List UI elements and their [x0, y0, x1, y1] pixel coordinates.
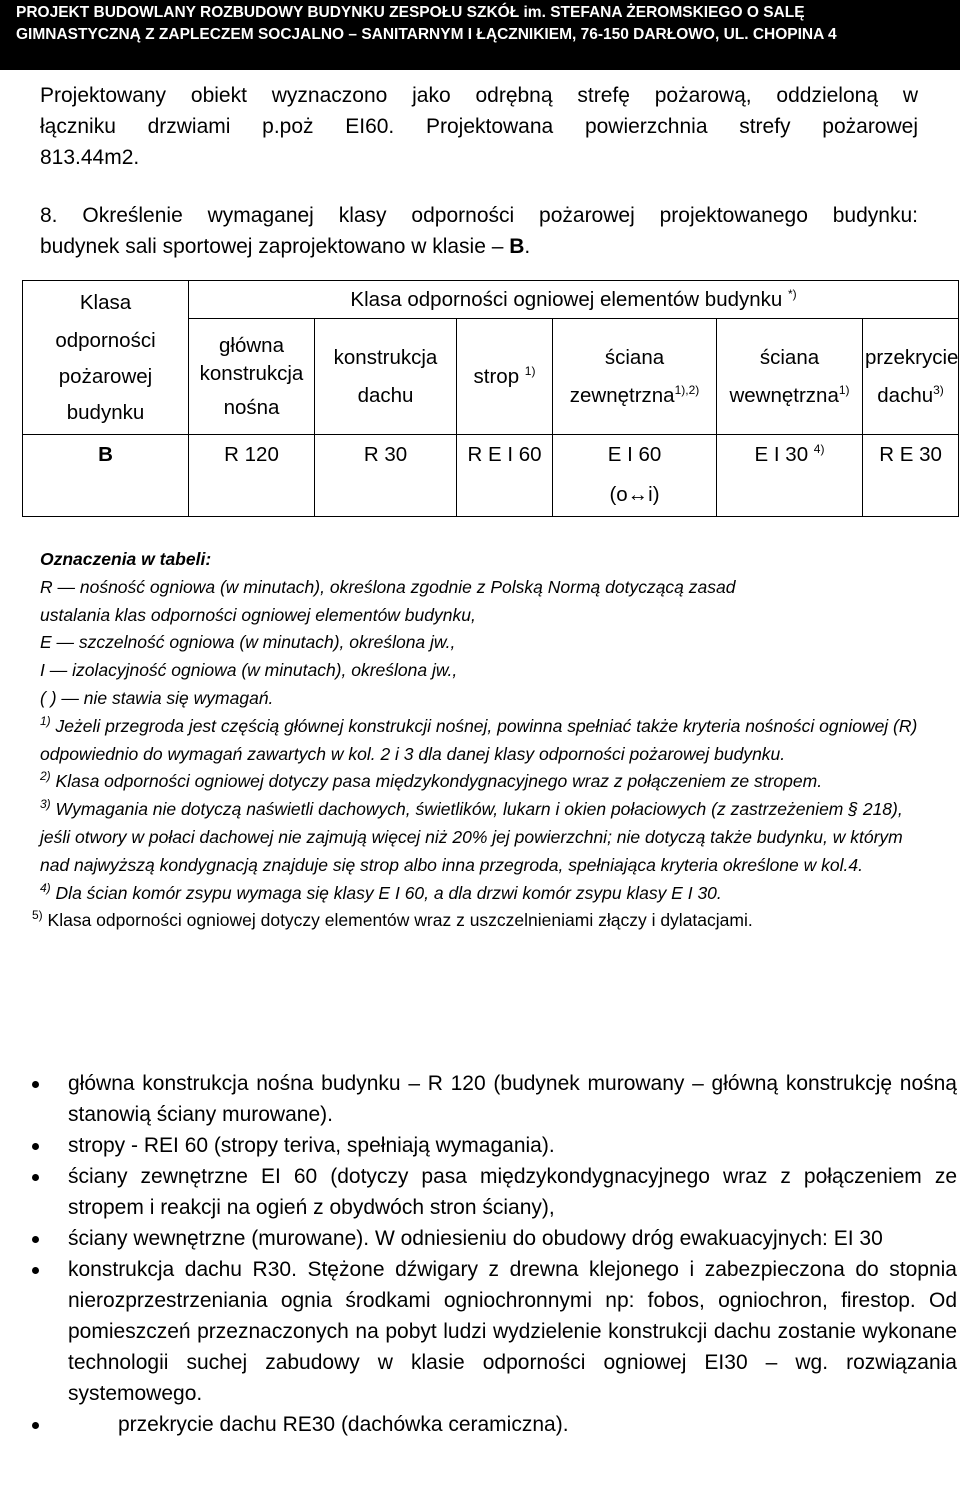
table-header-roof-structure: konstrukcja dachu — [315, 319, 457, 435]
bullet-icon — [32, 1236, 39, 1243]
legend-r: R — nośność ogniowa (w minutach), określona zgodnie z Polską Normą dotyczącą zasad — [40, 576, 736, 597]
list-item: konstrukcja dachu R30. Stężone dźwigary z drewna klejonego i zabezpieczona do stopnia nierozprzestrzeniania ognia środkami ogniochronnymi np: fobos, ogniochron, firestop. Od pomieszczeń przeznaczonych na pobyt ludzi wydzielenie konstrukcji dachu zostanie wykonane technologii suchej zabudowy w klasie odporności ogniowej EI30 – wg. rozwiązania systemowego. — [22, 1254, 957, 1409]
footnote-4: $^{4)}$ Dla ścian komór zsypu wymaga się klasy E I 60, a dla drzwi komór zsypu klasy E I 30. — [40, 880, 722, 903]
footnote-1: $^{1)}$ Jeżeli przegroda jest częścią głównej konstrukcji nośnej, powinna spełniać także kryteria nośności ogniowej (R) odpowiednio do wymagań zawartych w kol. 2 i 3 dla danej klasy odporności pożarowej budynku. — [40, 713, 918, 764]
legend-i: I — izolacyjność ogniowa (w minutach), określona jw., — [40, 660, 458, 681]
section-8-line-2: budynek sali sportowej zaprojektowano w klasie – B. — [40, 235, 531, 258]
bullet-icon — [32, 1143, 39, 1150]
requirements-list — [22, 1068, 957, 1440]
table-header-ceiling: strop $^{1)}$ — [457, 319, 553, 435]
header-line-1: PROJEKT BUDOWLANY ROZBUDOWY BUDYNKU ZESPOŁU SZKÓŁ im. STEFANA ŻEROMSKIEGO O SALĘ — [16, 4, 805, 21]
table-header-roof-covering: przekrycie dachu$^{3)}$ — [863, 319, 959, 435]
legend-e: E — szczelność ogniowa (w minutach), określona jw., — [40, 632, 456, 653]
section-8-line-1: 8. Określenie wymaganej klasy odporności pożarowej projektowanego budynku: — [40, 204, 918, 227]
building-class: B — [509, 235, 525, 258]
bullet-icon — [32, 1422, 39, 1429]
legend-none: ( ) — nie stawia się wymagań. — [40, 687, 274, 708]
bullet-icon — [32, 1267, 39, 1274]
legend-title: Oznaczenia w tabeli: — [40, 549, 212, 569]
intro-line-3: 813.44m2. — [40, 146, 140, 169]
table-header-external-wall: ściana zewnętrzna$^{1),2)}$ — [553, 319, 717, 435]
table-cell-roof-covering: R E 30 — [863, 435, 959, 517]
table-row — [23, 435, 959, 517]
fire-resistance-table — [22, 280, 959, 517]
table-cell-ceiling: R E I 60 — [457, 435, 553, 517]
document-header — [0, 0, 960, 70]
list-item: przekrycie dachu RE30 (dachówka ceramiczna). — [22, 1409, 957, 1440]
list-item: ściany wewnętrzne (murowane). W odniesieniu do obudowy dróg ewakuacyjnych: EI 30 — [22, 1223, 957, 1254]
intro-paragraph — [40, 80, 918, 173]
intro-line-2: łączniku drzwiami p.poż EI60. Projektowana powierzchnia strefy pożarowej — [40, 115, 918, 138]
intro-line-1: Projektowany obiekt wyznaczono jako odrębną strefę pożarową, oddzieloną w — [40, 84, 918, 107]
footnote-3: $^{3)}$ Wymagania nie dotyczą naświetli dachowych, świetlików, lukarn i okien połaciowych (z zastrzeżeniem § 218), jeśli otwory w połaci dachowej nie zajmują więcej niż 20% jej powierzchni; nie dotyczą także budynku, w którym nad najwyższą kondygnacją znajduje się strop albo inna przegroda, spełniająca kryteria określone w kol.4. — [40, 797, 903, 875]
table-group-header: Klasa odporności ogniowej elementów budynku *) — [189, 281, 959, 319]
list-item: stropy - REI 60 (stropy teriva, spełniają wymagania). — [22, 1130, 957, 1161]
table-header-internal-wall: ściana wewnętrzna$^{1)}$ — [717, 319, 863, 435]
footnote-2: $^{2)}$ Klasa odporności ogniowej dotyczy pasa międzykondygnacyjnego wraz z połączeniem ze stropem. — [40, 769, 823, 792]
table-cell-main-structure: R 120 — [189, 435, 315, 517]
table-cell-class: B — [23, 435, 189, 517]
list-item: ściany zewnętrzne EI 60 (dotyczy pasa międzykondygnacyjnego wraz z połączeniem ze stropem i reakcji na ogień z obydwóch stron ściany), — [22, 1161, 957, 1223]
table-cell-roof-structure: R 30 — [315, 435, 457, 517]
section-8-paragraph — [40, 200, 918, 262]
bullet-icon — [32, 1081, 39, 1088]
list-item: główna konstrukcja nośna budynku – R 120 (budynek murowany – główną konstrukcję nośną stanowią ściany murowane). — [22, 1068, 957, 1130]
bullet-icon — [32, 1174, 39, 1181]
table-header-main-structure: główna konstrukcja nośna — [189, 319, 315, 435]
table-cell-external-wall: E I 60 (o↔i) — [553, 435, 717, 517]
header-line-2: GIMNASTYCZNĄ Z ZAPLECZEM SOCJALNO – SANITARNYM I ŁĄCZNIKIEM, 76-150 DARŁOWO, UL. CHOPINA 4 — [16, 26, 837, 43]
table-cell-internal-wall: E I 30 $^{4)}$ — [717, 435, 863, 517]
table-legend — [32, 546, 930, 935]
legend-r-cont: ustalania klas odporności ogniowej elementów budynku, — [40, 604, 476, 625]
footnote-5: $^{5)}$ Klasa odporności ogniowej dotyczy elementów wraz z uszczelnieniami złączy i dylatacjami. — [32, 908, 753, 931]
table-header-building-class: Klasa odporności pożarowej budynku — [23, 281, 189, 435]
